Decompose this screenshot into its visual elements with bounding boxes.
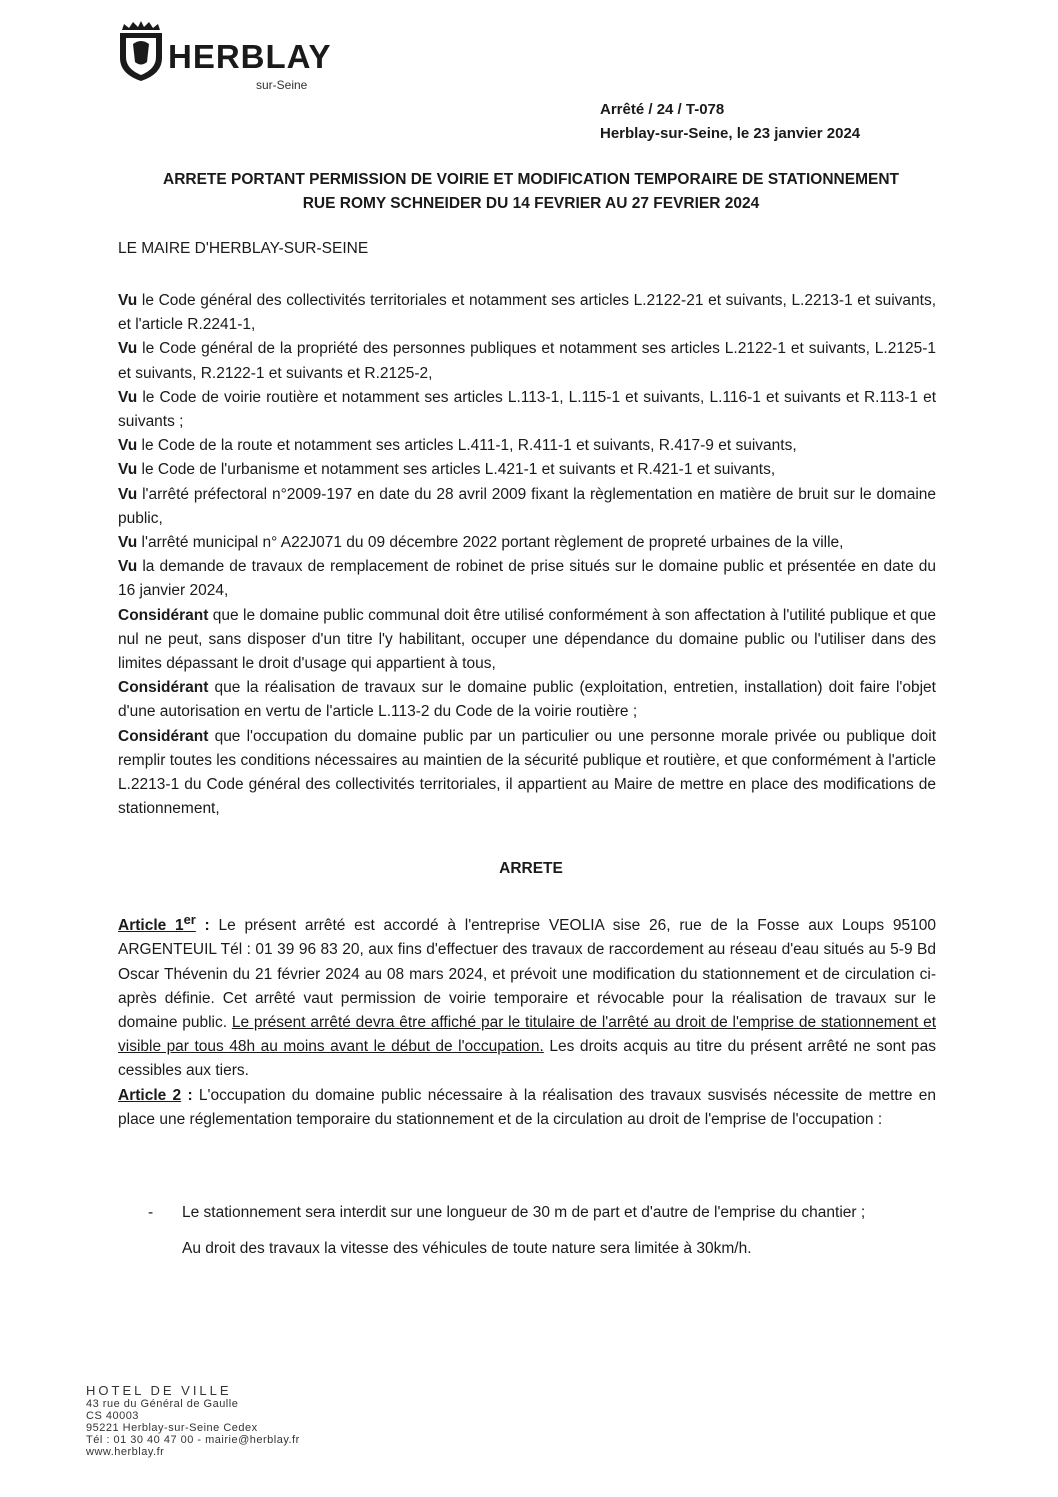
footer-line: 43 rue du Général de Gaulle <box>86 1398 239 1410</box>
considerant-lead: Vu <box>118 340 138 358</box>
considerant-paragraph <box>118 555 936 603</box>
measures-list <box>148 1195 938 1267</box>
considerant-paragraph <box>118 337 936 385</box>
footer-title: HOTEL DE VILLE <box>86 1383 232 1398</box>
considerant-text: que le domaine public communal doit être utilisé conformément à son affectation à l'utilité publique et que nul ne peut, sans disposer d'un titre l'y habilitant, occuper une dépendance du domaine public ou l'utiliser dans des limites dépassant le droit d'usage qui appartient à tous, <box>118 606 936 673</box>
considerant-lead: Vu <box>118 534 138 552</box>
considerant-text: le Code général de la propriété des personnes publiques et notamment ses articles L.2122-1 et suivants, L.2125-1 et suivants, R.2122-1 et suivants et R.2125-2, <box>118 340 936 382</box>
article-1 <box>118 908 936 1084</box>
article-1-tail: Les droits acquis au titre du présent arrêté ne sont pas cessibles aux tiers. <box>118 1038 936 1080</box>
list-item-text: Le stationnement sera interdit sur une longueur de 30 m de part et d'autre de l'emprise du chantier ; <box>182 1204 866 1221</box>
considerant-lead: Vu <box>118 437 138 455</box>
list-item <box>148 1195 938 1231</box>
place-date: Herblay-sur-Seine, le 23 janvier 2024 <box>600 125 861 142</box>
article-2-colon: : <box>181 1086 193 1104</box>
document-title <box>116 168 946 216</box>
footer-line: Tél : 01 30 40 47 00 - mairie@herblay.fr <box>86 1434 300 1446</box>
logo-name: HERBLAY <box>168 38 332 75</box>
considerant-lead: Vu <box>118 461 138 479</box>
considerant-lead: Vu <box>118 485 138 503</box>
arrete-heading: ARRETE <box>499 860 563 877</box>
considerant-lead: Considérant <box>118 727 209 745</box>
reference-block <box>600 98 860 146</box>
footer-line: 95221 Herblay-sur-Seine Cedex <box>86 1422 258 1434</box>
considerant-lead: Vu <box>118 558 138 576</box>
article-1-colon: : <box>195 917 210 935</box>
city-logo <box>116 20 376 100</box>
considerant-text: l'arrêté municipal n° A22J071 du 09 décembre 2022 portant règlement de propreté urbaines de la ville, <box>137 534 844 552</box>
arrete-number: Arrêté / 24 / T-078 <box>600 101 725 118</box>
considerant-text: l'arrêté préfectoral n°2009-197 en date du 28 avril 2009 fixant la règlementation en matière de bruit sur le domaine public, <box>118 485 936 527</box>
footer-line: www.herblay.fr <box>86 1446 165 1458</box>
considerant-paragraph <box>118 434 936 458</box>
city-crest-icon <box>116 20 166 82</box>
considerant-lead: Considérant <box>118 606 209 624</box>
considerant-paragraph <box>118 458 936 482</box>
article-1-posting-notice: Le présent arrêté devra être affiché par le titulaire de l'arrêté au droit de l'emprise de stationnement et visible par tous 48h au moins avant le début de l'occupation. <box>118 1013 936 1056</box>
article-2-label: Article 2 <box>118 1086 182 1104</box>
article-1-label: Article 1er <box>118 912 196 935</box>
considerant-lead: Vu <box>118 388 138 406</box>
considerant-text: le Code général des collectivités territoriales et notamment ses articles L.2122-21 et suivants, L.2213-1 et suivants, et l'article R.2241-1, <box>118 292 936 334</box>
considerant-paragraph <box>118 725 936 822</box>
considerant-text: la demande de travaux de remplacement de robinet de prise situés sur le domaine public et présentée en date du 16 janvier 2024, <box>118 558 936 600</box>
article-1-text: Le présent arrêté est accordé à l'entreprise VEOLIA sise 26, rue de la Fosse aux Loups 95100 ARGENTEUIL Tél : 01 39 96 83 20, aux fins d'effectuer des travaux de raccordement au réseau d'eau situés au 5-9 Bd Oscar Thévenin du 21 février 2024 au 08 mars 2024, et prévoit une modification du stationnement et de circulation ci-après définie. Cet arrêté vaut permission de voirie temporaire et révocable pour la réalisation de travaux sur le domaine public. <box>118 917 937 1031</box>
footer-address <box>86 1384 300 1458</box>
title-line-2: RUE ROMY SCHNEIDER DU 14 FEVRIER AU 27 FEVRIER 2024 <box>302 195 760 212</box>
logo-subtitle: sur-Seine <box>256 78 308 92</box>
considerant-text: que la réalisation de travaux sur le domaine public (exploitation, entretien, installation) doit faire l'objet d'une autorisation en vertu de l'article L.113-2 du Code de la voirie routière ; <box>118 679 936 721</box>
list-item <box>148 1231 938 1267</box>
considerant-lead: Vu <box>118 292 138 309</box>
considerant-paragraph <box>118 604 936 677</box>
article-2-text: L'occupation du domaine public nécessaire à la réalisation des travaux susvisés nécessite de mettre en place une réglementation temporaire du stationnement et de la circulation au droit de l'emprise de l'occupation : <box>118 1086 937 1128</box>
bullet-dash: - <box>148 1204 154 1221</box>
considerant-paragraph <box>118 289 936 337</box>
considerant-paragraph <box>118 386 936 434</box>
considerant-paragraph <box>118 531 936 555</box>
considerant-text: le Code de la route et notamment ses articles L.411-1, R.411-1 et suivants, R.417-9 et suivants, <box>137 437 797 455</box>
considerant-paragraph <box>118 676 936 724</box>
considerant-text: le Code de voirie routière et notamment ses articles L.113-1, L.115-1 et suivants, L.116-1 et suivants et R.113-1 et suivants ; <box>118 388 936 431</box>
considerant-text: que l'occupation du domaine public par un particulier ou une personne morale privée ou publique doit remplir toutes les conditions nécessaires au maintien de la sécurité publique et routière, et que conformément à l'article L.2213-1 du Code général des collectivités territoriales, il appartient au Maire de mettre en place des modifications de stationnement, <box>118 727 936 818</box>
considerant-text: le Code de l'urbanisme et notamment ses articles L.421-1 et suivants et R.421-1 et suivants, <box>137 461 776 479</box>
articles-section <box>118 908 936 1132</box>
article-1-superscript: er <box>183 912 196 927</box>
considerant-paragraph <box>118 483 936 531</box>
footer-line: CS 40003 <box>86 1410 139 1422</box>
article-2 <box>118 1084 936 1132</box>
title-line-1: ARRETE PORTANT PERMISSION DE VOIRIE ET MODIFICATION TEMPORAIRE DE STATIONNEMENT <box>163 171 899 188</box>
considerant-lead: Considérant <box>118 679 209 697</box>
considerants-section <box>118 289 936 821</box>
mayor-heading: LE MAIRE D'HERBLAY-SUR-SEINE <box>118 240 369 257</box>
list-item-text: Au droit des travaux la vitesse des véhicules de toute nature sera limitée à 30km/h. <box>182 1240 752 1257</box>
